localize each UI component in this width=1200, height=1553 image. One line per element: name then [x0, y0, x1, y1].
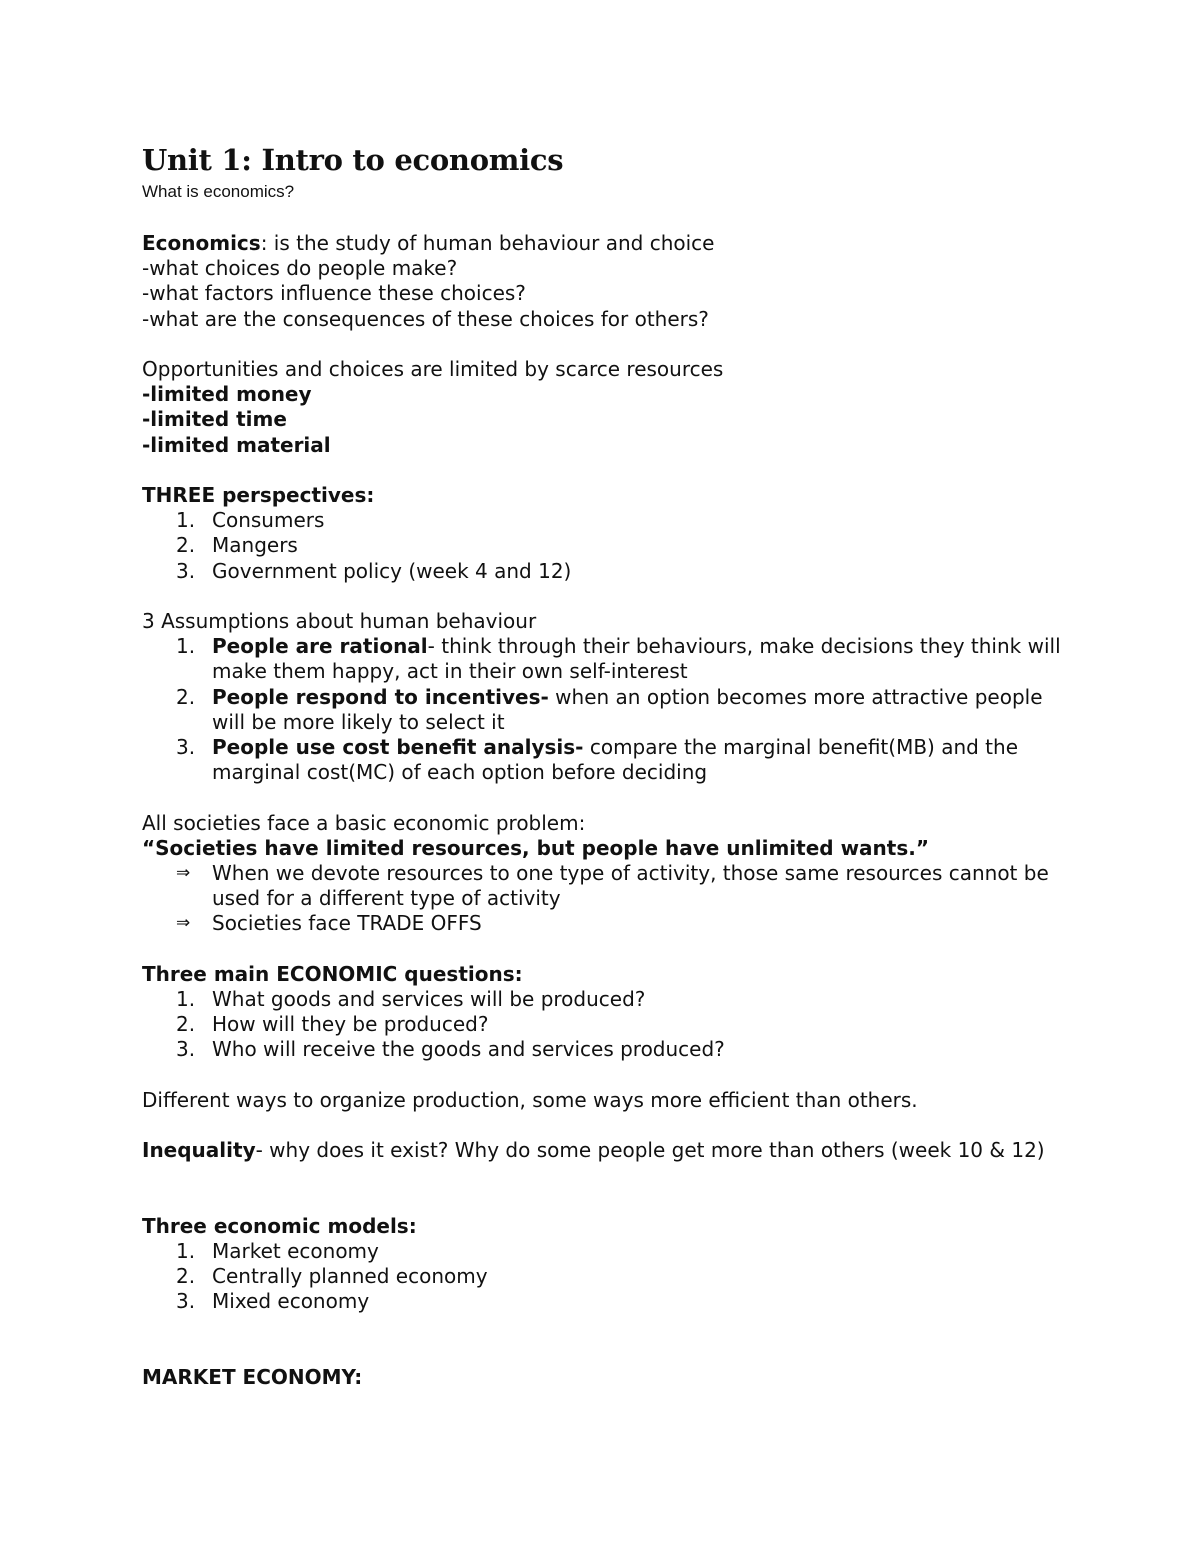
definition-question: -what are the consequences of these choices for others? — [142, 306, 709, 331]
list-item: 1. What goods and services will be produced? — [176, 987, 646, 1012]
scarcity-intro: Opportunities and choices are limited by scarce resources — [142, 357, 724, 381]
definition-term: Economics — [142, 231, 261, 255]
list-number: 2. — [176, 1264, 196, 1289]
assumptions-heading: 3 Assumptions about human behaviour — [142, 609, 537, 633]
list-item: 2. People respond to incentives- when an option becomes more attractive people will be more likely to select it — [176, 684, 1043, 734]
problem-intro: All societies face a basic economic problem: — [142, 810, 586, 835]
arrow-icon: ⇒ — [176, 913, 191, 934]
list-item: 1. Market economy — [176, 1239, 379, 1263]
list-item: 2. How will they be produced? — [176, 1012, 489, 1037]
list-number: 3. — [176, 1037, 196, 1062]
list-item: 3. Government policy (week 4 and 12) — [176, 558, 572, 583]
definition-question: -what factors influence these choices? — [142, 281, 526, 306]
scarcity-item: -limited money — [142, 382, 312, 407]
problem-quote: “Societies have limited resources, but people have unlimited wants.” — [142, 835, 929, 860]
scarcity-item: -limited material — [142, 432, 331, 457]
questions-list — [142, 987, 1072, 1063]
list-item: 1. People are rational- think through their behaviours, make decisions they think will make them happy, act in their own self-interest — [176, 634, 1061, 684]
list-item: 3. Who will receive the goods and services produced? — [176, 1037, 725, 1062]
list-number: 2. — [176, 1012, 196, 1037]
list-number: 3. — [176, 735, 196, 760]
list-number: 3. — [176, 558, 196, 583]
list-item: 1. Consumers — [176, 508, 325, 533]
list-item: 2. Centrally planned economy — [176, 1264, 488, 1289]
models-list — [142, 1239, 1072, 1315]
models-heading: Three economic models: — [142, 1213, 417, 1238]
questions-heading: Three main ECONOMIC questions: — [142, 961, 523, 986]
definition-text: : is the study of human behaviour and choice — [260, 231, 715, 255]
scarcity-item: -limited time — [142, 407, 287, 432]
list-item: ⇒ When we devote resources to one type of activity, those same resources cannot be used for a different type of activity — [176, 861, 1049, 911]
list-number: 1. — [176, 508, 196, 533]
subtitle: What is economics? — [142, 182, 295, 201]
document-page — [142, 140, 1072, 1390]
list-item: 3. Mixed economy — [176, 1289, 370, 1314]
perspectives-heading: THREE perspectives: — [142, 483, 375, 507]
list-number: 2. — [176, 533, 196, 558]
list-number: 2. — [176, 684, 196, 709]
list-item: 3. People use cost benefit analysis- compare the marginal benefit(MB) and the marginal cost(MC) of each option before deciding — [176, 735, 1019, 785]
definition-line — [142, 231, 1072, 256]
perspectives-list — [142, 508, 1072, 584]
definition-question: -what choices do people make? — [142, 256, 458, 281]
problem-points — [142, 861, 1072, 937]
arrow-icon: ⇒ — [176, 863, 191, 884]
market-economy-heading: MARKET ECONOMY: — [142, 1365, 363, 1389]
list-item: 2. Mangers — [176, 533, 298, 558]
list-item: ⇒ Societies face TRADE OFFS — [176, 911, 482, 936]
page-title: Unit 1: Intro to economics — [142, 143, 564, 177]
inequality-text: Inequality- why does it exist? Why do some people get more than others (week 10 & 12) — [142, 1138, 1045, 1163]
list-number: 1. — [176, 1239, 196, 1263]
list-number: 1. — [176, 987, 196, 1012]
production-text: Different ways to organize production, some ways more efficient than others. — [142, 1087, 918, 1112]
list-number: 3. — [176, 1289, 196, 1314]
assumptions-list — [142, 634, 1072, 785]
list-number: 1. — [176, 634, 196, 659]
